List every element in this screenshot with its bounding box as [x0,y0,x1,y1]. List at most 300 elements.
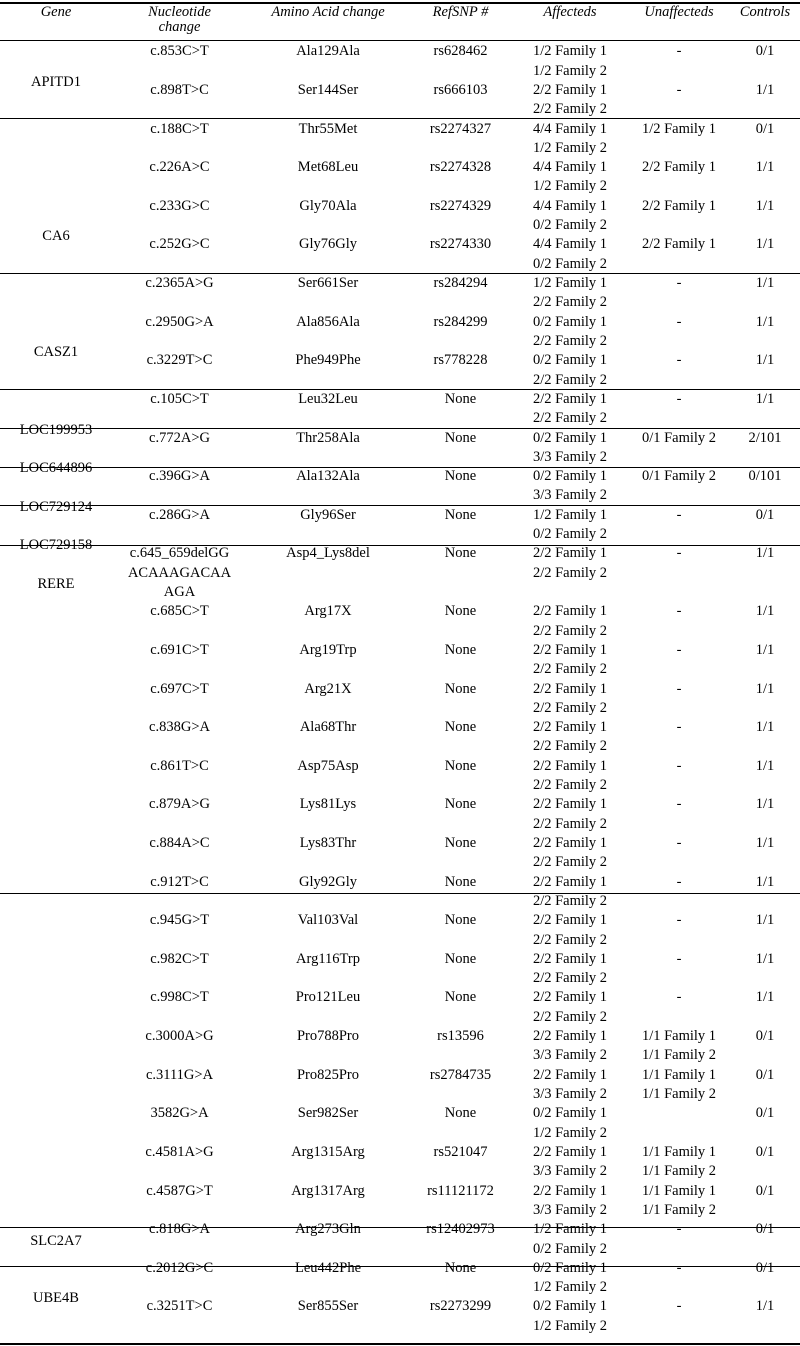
refsnp-cell: rs2274327 [429,120,492,137]
controls-cell: 1/1 [755,719,775,736]
refsnp-cell: rs12402973 [426,1221,495,1238]
affecteds-cell: 2/2 Family 2 [532,1008,608,1025]
table-row [0,313,800,332]
refsnp-cell: rs2274330 [429,236,492,253]
unaffecteds-cell: 1/1 Family 1 [641,1028,717,1045]
nucleotide-cell: c.286G>A [149,506,210,523]
controls-cell: 0/1 [755,1066,775,1083]
nucleotide-cell: c.4587G>T [146,1182,213,1199]
table-row [0,467,800,486]
controls-cell: 1/1 [755,680,775,697]
amino-acid-cell: Arg116Trp [296,950,360,967]
controls-cell: 1/1 [755,603,775,620]
controls-cell: 1/1 [755,912,775,929]
unaffecteds-cell: - [676,43,682,60]
table-row [0,390,800,409]
nucleotide-cell: c.2365A>G [145,275,214,292]
affecteds-cell: 2/2 Family 2 [532,854,608,871]
amino-acid-cell: Lys81Lys [299,796,357,813]
amino-acid-cell: Leu442Phe [294,1259,362,1276]
nucleotide-cell: c.233G>C [149,197,210,214]
amino-acid-cell: Met68Leu [297,159,359,176]
nucleotide-cell: c.884A>C [149,835,210,851]
amino-acid-cell: Ala132Ala [296,468,360,485]
table-row [0,950,800,969]
header-unaffecteds: Unaffecteds [644,4,714,20]
table-row [0,1046,800,1065]
refsnp-cell: None [444,390,477,407]
controls-cell: 1/1 [755,1298,775,1315]
amino-acid-cell: Phe949Phe [295,352,361,369]
amino-acid-cell: Arg1315Arg [291,1143,365,1160]
nucleotide-cell: c.3111G>A [145,1066,214,1083]
table-row [0,274,800,293]
amino-acid-cell: Thr55Met [298,120,358,137]
table-row [0,139,800,158]
table-row [0,42,800,61]
table-row [0,815,800,834]
unaffecteds-cell: 2/2 Family 1 [641,236,717,253]
refsnp-cell: rs521047 [433,1143,488,1160]
refsnp-cell: rs666103 [433,81,488,98]
controls-cell: 0/1 [755,1221,775,1238]
table-row [0,120,800,139]
table-row [0,1104,800,1123]
unaffecteds-cell: - [676,352,682,369]
table-row [0,718,800,737]
table-row [0,988,800,1007]
affecteds-cell: 3/3 Family 2 [532,1047,608,1064]
table-row [0,853,800,872]
affecteds-cell: 0/2 Family 1 [532,468,608,485]
refsnp-cell: None [444,468,477,485]
table-row [0,737,800,756]
gene-label: UBE4B [33,1290,79,1307]
table-rule [0,2,800,4]
affecteds-cell: 3/3 Family 2 [532,487,608,504]
controls-cell: 2/101 [748,429,782,446]
unaffecteds-cell: - [676,873,682,890]
controls-cell: 0/1 [755,43,775,60]
nucleotide-cell: c.105C>T [150,390,209,407]
table-row [0,1085,800,1104]
affecteds-cell: 1/2 Family 1 [532,506,608,523]
affecteds-cell: 2/2 Family 1 [532,950,608,967]
unaffecteds-cell: 0/1 Family 2 [641,429,717,446]
unaffecteds-cell: - [676,81,682,98]
affecteds-cell: 2/2 Family 1 [532,873,608,890]
nucleotide-cell: c.853C>T [150,43,209,60]
table-row [0,351,800,370]
table-row [0,409,800,428]
affecteds-cell: 2/2 Family 2 [532,101,608,118]
controls-cell: 0/1 [755,1259,775,1276]
unaffecteds-cell: - [676,390,682,407]
gene-label: LOC729124 [19,498,93,515]
unaffecteds-cell: 1/1 Family 2 [641,1201,717,1218]
nucleotide-cell: c.982C>T [150,950,209,967]
affecteds-cell: 2/2 Family 2 [532,661,608,678]
affecteds-cell: 2/2 Family 1 [532,1066,608,1083]
unaffecteds-cell: - [676,796,682,813]
table-row [0,448,800,467]
header-amino-acid-change: Amino Acid change [271,4,385,20]
nucleotide-cell: c.879A>G [149,796,210,813]
table-row [0,1143,800,1162]
table-row [0,1278,800,1297]
unaffecteds-cell: 0/1 Family 2 [641,468,717,485]
affecteds-cell: 0/2 Family 1 [532,1259,608,1276]
affecteds-cell: 2/2 Family 2 [532,931,608,948]
controls-cell: 1/1 [755,796,775,813]
table-rule [0,467,800,468]
amino-acid-cell: Gly92Gly [299,873,357,890]
amino-acid-cell: Lys83Thr [299,835,357,851]
refsnp-cell: None [444,545,477,562]
refsnp-cell: rs11121172 [427,1182,494,1199]
refsnp-cell: None [444,1105,477,1122]
unaffecteds-cell: 1/1 Family 1 [641,1066,717,1083]
header-gene: Gene [40,4,72,20]
unaffecteds-cell: - [676,1221,682,1238]
affecteds-cell: 2/2 Family 1 [532,680,608,697]
unaffecteds-cell: - [676,835,682,851]
table-row [0,371,800,390]
affecteds-cell: 2/2 Family 1 [532,1028,608,1045]
table-row [0,1182,800,1201]
unaffecteds-cell: - [676,641,682,658]
gene-label: CA6 [42,228,70,245]
unaffecteds-cell: - [676,989,682,1006]
unaffecteds-cell: - [676,912,682,929]
table-row [0,1066,800,1085]
table-row [0,969,800,988]
unaffecteds-cell: 1/1 Family 2 [641,1086,717,1103]
affecteds-cell: 1/2 Family 1 [532,275,608,292]
table-row [0,486,800,505]
table-row [0,332,800,351]
affecteds-cell: 1/2 Family 2 [532,62,608,79]
unaffecteds-cell: - [676,313,682,330]
nucleotide-cell: c.4581A>G [145,1143,214,1160]
nucleotide-cell: c.945G>T [149,912,210,929]
amino-acid-cell: Thr258Ala [296,429,360,446]
nucleotide-cell: c.2950G>A [145,313,214,330]
controls-cell: 1/1 [755,81,775,98]
affecteds-cell: 1/2 Family 2 [532,1317,608,1334]
unaffecteds-cell: 1/1 Family 1 [641,1143,717,1160]
amino-acid-cell: Ser855Ser [297,1298,359,1315]
gene-label: CASZ1 [33,344,79,361]
header-controls: Controls [739,4,791,20]
controls-cell: 0/1 [755,1143,775,1160]
table-rule [0,40,800,41]
table-row [0,1220,800,1239]
controls-cell: 1/1 [755,950,775,967]
amino-acid-cell: Ala129Ala [296,43,360,60]
affecteds-cell: 2/2 Family 1 [532,912,608,929]
controls-cell: 0/1 [755,506,775,523]
table-row [0,680,800,699]
affecteds-cell: 1/2 Family 2 [532,139,608,156]
amino-acid-cell: Gly76Gly [299,236,357,253]
affecteds-cell: 2/2 Family 1 [532,719,608,736]
table-row [0,525,800,544]
affecteds-cell: 4/4 Family 1 [532,236,608,253]
controls-cell: 1/1 [755,835,775,851]
table-row [0,255,800,274]
affecteds-cell: 1/2 Family 1 [532,43,608,60]
controls-cell: 1/1 [755,236,775,253]
nucleotide-cell: ACAAAGACAA [127,564,232,581]
affecteds-cell: 0/2 Family 2 [532,526,608,543]
amino-acid-cell: Arg21X [304,680,352,697]
affecteds-cell: 2/2 Family 2 [532,777,608,794]
amino-acid-cell: Gly96Ser [300,506,356,523]
table-rule [0,545,800,546]
table-row [0,699,800,718]
controls-cell: 1/1 [755,197,775,214]
table-row [0,757,800,776]
table-row [0,100,800,119]
controls-cell: 1/1 [755,757,775,774]
unaffecteds-cell: - [676,603,682,620]
affecteds-cell: 2/2 Family 1 [532,1143,608,1160]
nucleotide-cell: c.998C>T [150,989,209,1006]
amino-acid-cell: Pro121Leu [295,989,361,1006]
refsnp-cell: rs2274329 [429,197,492,214]
gene-label: SLC2A7 [30,1232,82,1249]
amino-acid-cell: Val103Val [297,912,359,929]
gene-label: APITD1 [31,73,81,90]
table-row [0,177,800,196]
table-row [0,506,800,525]
table-row [0,1297,800,1316]
table-row [0,931,800,950]
table-rule [0,505,800,506]
table-row [0,1240,800,1259]
table-rule [0,1266,800,1267]
table-row [0,1027,800,1046]
amino-acid-cell: Ser661Ser [297,275,359,292]
table-row [0,1008,800,1027]
affecteds-cell: 2/2 Family 1 [532,641,608,658]
affecteds-cell: 3/3 Family 2 [532,1201,608,1218]
unaffecteds-cell: - [676,506,682,523]
refsnp-cell: None [444,912,477,929]
affecteds-cell: 4/4 Family 1 [532,120,608,137]
table-row [0,1259,800,1278]
table-row [0,892,800,911]
affecteds-cell: 1/2 Family 2 [532,178,608,195]
nucleotide-cell: c.645_659delGG [129,545,230,562]
nucleotide-cell: c.3229T>C [146,352,213,369]
gene-label: LOC199953 [19,421,93,438]
table-row [0,81,800,100]
affecteds-cell: 2/2 Family 1 [532,81,608,98]
amino-acid-cell: Ala68Thr [299,719,357,736]
affecteds-cell: 2/2 Family 1 [532,757,608,774]
affecteds-cell: 0/2 Family 2 [532,217,608,234]
table-row [0,197,800,216]
amino-acid-cell: Pro825Pro [296,1066,360,1083]
table-rule [0,1343,800,1345]
table-row [0,660,800,679]
affecteds-cell: 1/2 Family 2 [532,1279,608,1296]
controls-cell: 0/1 [755,1105,775,1122]
nucleotide-cell: c.226A>C [149,159,210,176]
controls-cell: 1/1 [755,989,775,1006]
refsnp-cell: None [444,757,477,774]
affecteds-cell: 3/3 Family 2 [532,448,608,465]
amino-acid-cell: Asp4_Lys8del [286,545,370,562]
refsnp-cell: rs2274328 [429,159,492,176]
table-row [0,1162,800,1181]
table-row [0,293,800,312]
unaffecteds-cell: - [676,680,682,697]
nucleotide-cell: c.188C>T [150,120,209,137]
unaffecteds-cell: - [676,1259,682,1276]
refsnp-cell: None [444,796,477,813]
affecteds-cell: 2/2 Family 1 [532,545,608,562]
controls-cell: 0/1 [755,1028,775,1045]
affecteds-cell: 0/2 Family 2 [532,1240,608,1257]
unaffecteds-cell: - [676,757,682,774]
affecteds-cell: 2/2 Family 1 [532,796,608,813]
affecteds-cell: 2/2 Family 2 [532,622,608,639]
table-row [0,602,800,621]
gene-label: LOC729158 [19,537,93,554]
refsnp-cell: None [444,429,477,446]
refsnp-cell: None [444,835,477,851]
refsnp-cell: rs2784735 [429,1066,492,1083]
unaffecteds-cell: - [676,719,682,736]
refsnp-cell: rs284299 [433,313,488,330]
amino-acid-cell: Arg1317Arg [291,1182,365,1199]
controls-cell: 1/1 [755,641,775,658]
nucleotide-cell: c.697C>T [150,680,209,697]
controls-cell: 1/1 [755,873,775,890]
table-row [0,429,800,448]
amino-acid-cell: Arg17X [304,603,352,620]
table-rule [0,118,800,119]
refsnp-cell: None [444,1259,477,1276]
affecteds-cell: 2/2 Family 2 [532,564,608,581]
refsnp-cell: None [444,680,477,697]
unaffecteds-cell: 2/2 Family 1 [641,159,717,176]
controls-cell: 0/101 [748,468,782,485]
table-rule [0,893,800,894]
refsnp-cell: rs2273299 [429,1298,492,1315]
refsnp-cell: None [444,950,477,967]
nucleotide-cell: c.772A>G [149,429,210,446]
gene-label: RERE [37,575,75,592]
table-rule [0,389,800,390]
affecteds-cell: 3/3 Family 2 [532,1163,608,1180]
controls-cell: 1/1 [755,159,775,176]
table-row [0,873,800,892]
header-refsnp: RefSNP # [432,4,489,20]
unaffecteds-cell: 1/2 Family 1 [641,120,717,137]
affecteds-cell: 1/2 Family 2 [532,1124,608,1141]
nucleotide-cell: c.396G>A [149,468,210,485]
affecteds-cell: 2/2 Family 1 [532,390,608,407]
affecteds-cell: 4/4 Family 1 [532,197,608,214]
nucleotide-cell: c.818G>A [149,1221,210,1238]
affecteds-cell: 2/2 Family 1 [532,1182,608,1199]
affecteds-cell: 2/2 Family 1 [532,603,608,620]
affecteds-cell: 2/2 Family 1 [532,989,608,1006]
table-header [0,0,800,40]
controls-cell: 1/1 [755,390,775,407]
table-row [0,834,800,853]
nucleotide-cell: AGA [163,583,196,600]
affecteds-cell: 0/2 Family 1 [532,1298,608,1315]
affecteds-cell: 2/2 Family 2 [532,371,608,388]
unaffecteds-cell: - [676,1298,682,1315]
affecteds-cell: 0/2 Family 1 [532,313,608,330]
affecteds-cell: 0/2 Family 1 [532,1105,608,1122]
affecteds-cell: 3/3 Family 2 [532,1086,608,1103]
table-row [0,583,800,602]
affecteds-cell: 0/2 Family 1 [532,352,608,369]
gene-label: LOC644896 [19,460,93,477]
affecteds-cell: 2/2 Family 2 [532,738,608,755]
refsnp-cell: None [444,989,477,1006]
amino-acid-cell: Ser144Ser [297,81,359,98]
table-row [0,564,800,583]
unaffecteds-cell: 1/1 Family 2 [641,1047,717,1064]
controls-cell: 0/1 [755,1182,775,1199]
table-row [0,216,800,235]
table-rule [0,273,800,274]
amino-acid-cell: Leu32Leu [298,390,358,407]
amino-acid-cell: Gly70Ala [299,197,357,214]
amino-acid-cell: Arg273Gln [295,1221,361,1238]
nucleotide-cell: c.898T>C [150,81,209,98]
refsnp-cell: None [444,506,477,523]
table-row [0,1317,800,1336]
refsnp-cell: None [444,873,477,890]
table-row [0,641,800,660]
table-row [0,795,800,814]
affecteds-cell: 2/2 Family 2 [532,892,608,909]
affecteds-cell: 2/2 Family 2 [532,332,608,349]
affecteds-cell: 0/2 Family 2 [532,255,608,272]
table-row [0,622,800,641]
unaffecteds-cell: 1/1 Family 1 [641,1182,717,1199]
table-row [0,544,800,563]
affecteds-cell: 1/2 Family 1 [532,1221,608,1238]
table-row [0,62,800,81]
controls-cell: 0/1 [755,120,775,137]
table-row [0,911,800,930]
table-row [0,1201,800,1220]
nucleotide-cell: 3582G>A [150,1105,209,1122]
unaffecteds-cell: - [676,275,682,292]
controls-cell: 1/1 [755,313,775,330]
controls-cell: 1/1 [755,352,775,369]
affecteds-cell: 2/2 Family 2 [532,699,608,716]
unaffecteds-cell: 2/2 Family 1 [641,197,717,214]
unaffecteds-cell: - [676,950,682,967]
table-row [0,1124,800,1143]
table-row [0,158,800,177]
header-nucleotide-change: Nucleotide change [148,4,211,35]
affecteds-cell: 4/4 Family 1 [532,159,608,176]
unaffecteds-cell: - [676,545,682,562]
nucleotide-cell: c.252G>C [149,236,210,253]
